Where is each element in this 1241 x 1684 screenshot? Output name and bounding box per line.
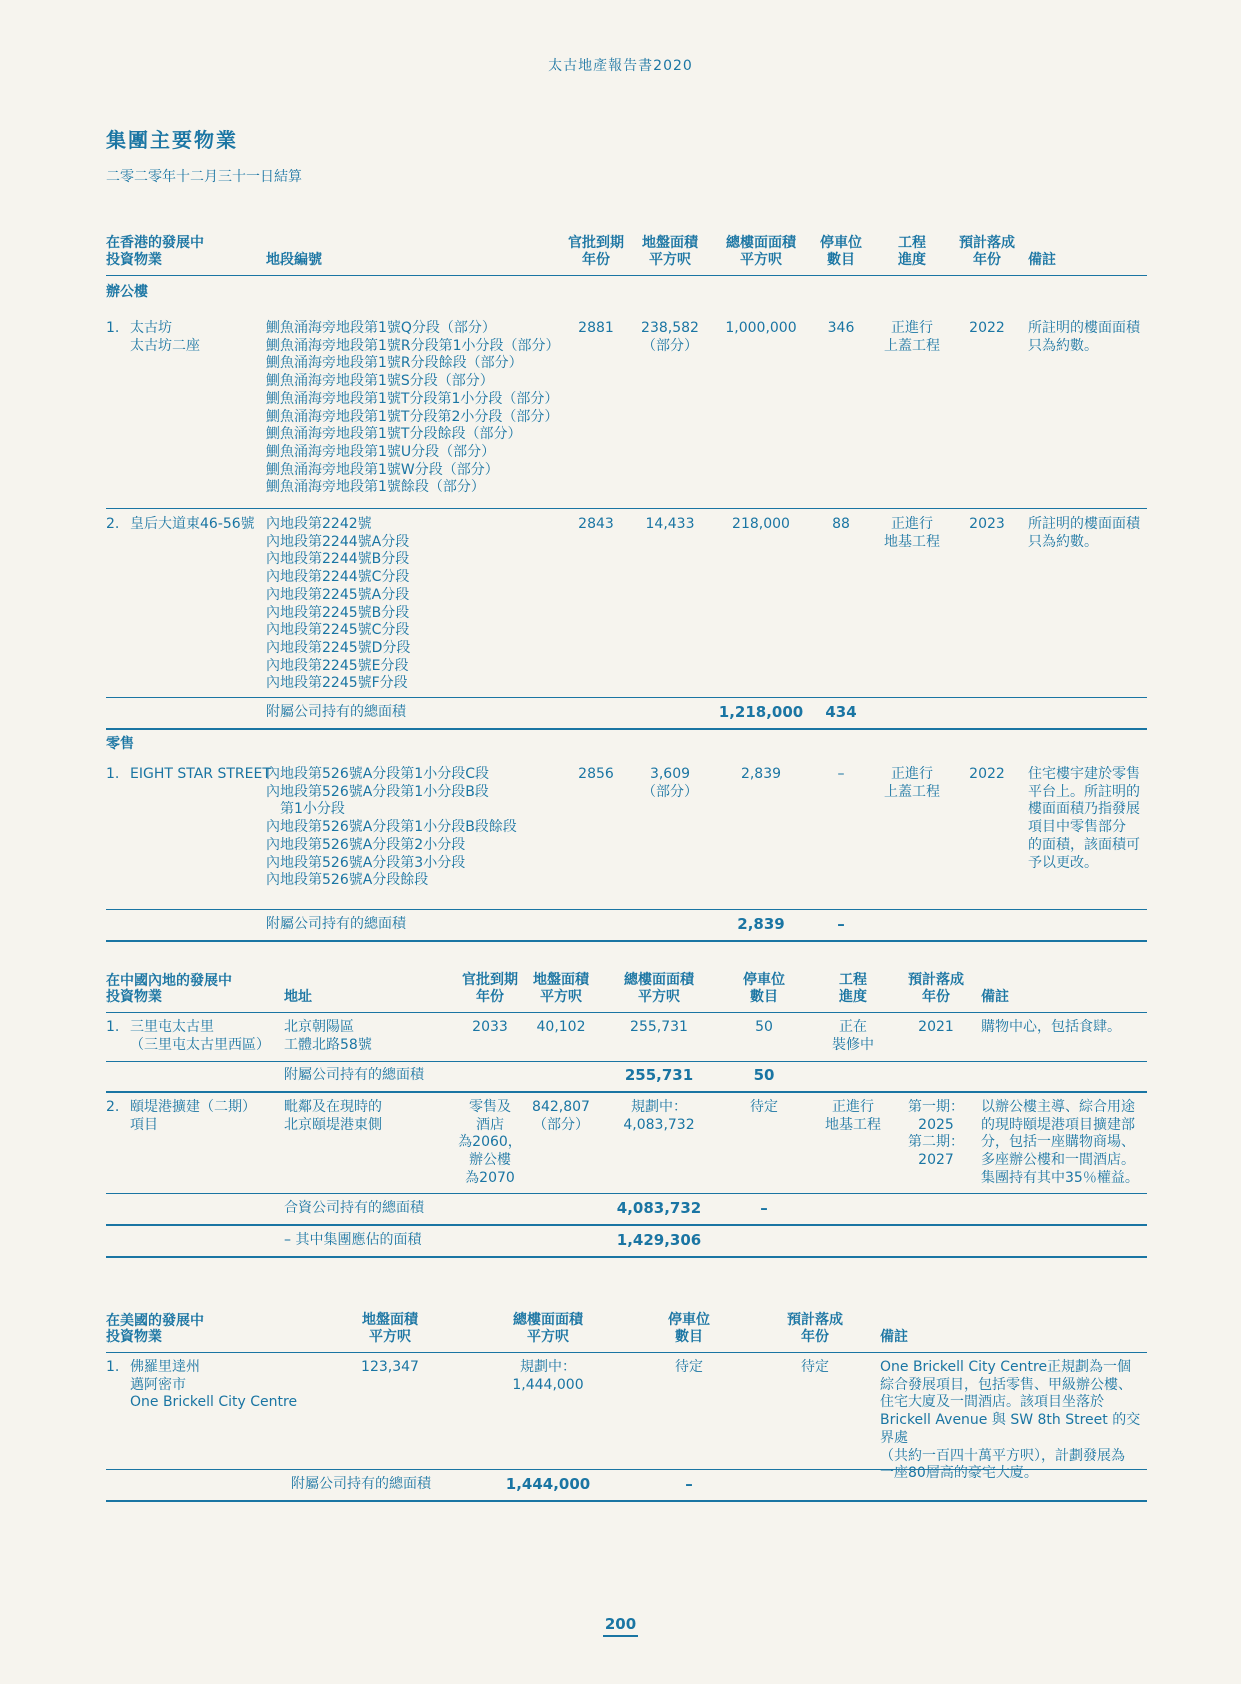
lot-list: 鰂魚涌海旁地段第1號Q分段（部分） 鰂魚涌海旁地段第1號R分段第1小分段（部分） 鰂魚涌海旁地段第1號R分段餘段（部分） 鰂魚涌海旁地段第1號S分段（部分） 鰂魚涌海旁地段第1號T分段第1小分段（部分） 鰂魚涌海旁地段第1號T分段第2小分段（部分） 鰂魚涌海旁地段第1號T分段餘段（部分） 鰂魚涌海旁地段第1號U分段（部分） 鰂魚涌海旁地段第1號W分段（部分） 鰂魚涌海旁地段第1號餘段（部分）	[266, 320, 560, 496]
property-name: 太古坊 太古坊二座	[130, 320, 200, 354]
address: 毗鄰及在現時的 北京頤堤港東側	[284, 1099, 382, 1133]
cn-total-row: 附屬公司持有的總面積 255,731 50	[106, 1062, 1147, 1093]
retail-category: 零售	[106, 736, 134, 752]
table-row: 1. EIGHT STAR STREET 內地段第526號A分段第1小分段C段 內地段第526號A分段第1小分段B段 第1小分段 內地段第526號A分段第1小分段B段餘段 內地段第526號A分段第2小分段 內地段第526號A分段第3小分段 內地段第526號A分段餘段 2856 3,609 （部分） 2,839 – 正進行 上蓋工程 2022 住宅樓宇建於零售 平台上。所註明的 樓面面積乃指發展 項目中零售部分 的面積，該面積可 予以更改。	[106, 760, 1147, 910]
page-subtitle: 二零二零年十二月三十一日結算	[106, 169, 302, 185]
hk-header-col1b: 投資物業	[106, 252, 162, 269]
hk-header-remarks: 備註	[1028, 252, 1056, 269]
jv-total-row: 合資公司持有的總面積 4,083,732 –	[106, 1194, 1147, 1226]
address: 北京朝陽區 工體北路58號	[284, 1019, 372, 1053]
property-name: EIGHT STAR STREET	[130, 766, 271, 782]
lot-list: 內地段第526號A分段第1小分段C段 內地段第526號A分段第1小分段B段 第1小分段 內地段第526號A分段第1小分段B段餘段 內地段第526號A分段第2小分段 內地段第526號A分段第3小分段 內地段第526號A分段餘段	[266, 766, 517, 889]
hk-header-stage: 工程 進度	[898, 234, 926, 269]
us-properties-table	[106, 1310, 1147, 1502]
page-number: 200	[0, 1615, 1241, 1633]
office-category: 辦公樓	[106, 284, 148, 300]
hk-header-car: 停車位 數目	[820, 234, 862, 269]
hk-header-lease: 官批到期 年份	[568, 234, 624, 269]
office-total-row: 附屬公司持有的總面積 1,218,000 434	[106, 698, 1147, 730]
hk-header-gfa: 總樓面面積 平方呎	[726, 234, 796, 269]
property-name: 皇后大道東46-56號	[130, 516, 255, 532]
hk-header-col1a: 在香港的發展中	[106, 235, 204, 251]
table-row: 2. 頤堤港擴建（二期） 項目 毗鄰及在現時的 北京頤堤港東側 零售及 酒店 為2060， 辦公樓 為2070 842,807 （部分） 規劃中： 4,083,732 待定 正進行 地基工程 第一期： 2025 第二期： 2027 以辦公樓主導、綜合用途 的現時頤堤港項目擴建部 分，包括一座購物商場、 多座辦公樓和一間酒店。 集團持有其中35％權益。	[106, 1093, 1147, 1194]
table-row: 2. 皇后大道東46-56號 內地段第2242號 內地段第2244號A分段 內地段第2244號B分段 內地段第2244號C分段 內地段第2245號A分段 內地段第2245號B分段 內地段第2245號C分段 內地段第2245號D分段 內地段第2245號E分段 內地段第2245號F分段 2843 14,433 218,000 88 正進行 地基工程 2023 所註明的樓面面積 只為約數。	[106, 509, 1147, 698]
cn-table-header: 在中國內地的發展中 投資物業 地址 官批到期 年份 地盤面積 平方呎 總樓面面積 平方呎 停車位 數目 工程 進度 預計落成 年份 備註	[106, 970, 1147, 1013]
lot-list: 內地段第2242號 內地段第2244號A分段 內地段第2244號B分段 內地段第2244號C分段 內地段第2245號A分段 內地段第2245號B分段 內地段第2245號C分段 內地段第2245號D分段 內地段第2245號E分段 內地段第2245號F分段	[266, 516, 411, 692]
hk-table-header	[106, 232, 1147, 276]
property-name: 頤堤港擴建（二期） 項目	[130, 1099, 256, 1133]
retail-total-row: 附屬公司持有的總面積 2,839 –	[106, 910, 1147, 942]
report-header: 太古地產報告書2020	[548, 58, 693, 74]
group-share-row: – 其中集團應佔的面積 1,429,306	[106, 1226, 1147, 1258]
page-title: 集團主要物業	[106, 128, 238, 152]
hk-header-lot: 地段編號	[266, 252, 322, 269]
table-row: 1. 太古坊 太古坊二座 鰂魚涌海旁地段第1號Q分段（部分） 鰂魚涌海旁地段第1號R分段第1小分段（部分） 鰂魚涌海旁地段第1號R分段餘段（部分） 鰂魚涌海旁地段第1號S分段（部分） 鰂魚涌海旁地段第1號T分段第1小分段（部分） 鰂魚涌海旁地段第1號T分段第2小分段（部分） 鰂魚涌海旁地段第1號T分段餘段（部分） 鰂魚涌海旁地段第1號U分段（部分） 鰂魚涌海旁地段第1號W分段（部分） 鰂魚涌海旁地段第1號餘段（部分） 2881 238,582 （部分） 1,000,000 346 正進行 上蓋工程 2022 所註明的樓面面積 只為約數。	[106, 318, 1147, 509]
hk-properties-table	[106, 232, 1147, 942]
property-name: 佛羅里達州 邁阿密市 One Brickell City Centre	[130, 1359, 298, 1411]
table-row: 1. 佛羅里達州 邁阿密市 One Brickell City Centre 123,347 規劃中： 1,444,000 待定 待定 One Brickell City Centre正規劃為一個 綜合發展項目，包括零售、甲級辦公樓、 住宅大廈及一間酒店。該項目坐落於 Brickell Avenue 與 SW 8th Street 的交界處 （共約一百四十萬平方呎），計劃發展為 一座80層高的豪宅大廈。	[106, 1353, 1147, 1470]
us-total-row: 附屬公司持有的總面積 1,444,000 –	[106, 1470, 1147, 1502]
cn-properties-table	[106, 970, 1147, 1258]
table-row: 1. 三里屯太古里 （三里屯太古里西區） 北京朝陽區 工體北路58號 2033 40,102 255,731 50 正在 裝修中 2021 購物中心，包括食肆。	[106, 1013, 1147, 1062]
us-table-header: 在美國的發展中 投資物業 地盤面積 平方呎 總樓面面積 平方呎 停車位 數目 預計落成 年份 備註	[106, 1310, 1147, 1353]
hk-header-completion: 預計落成 年份	[959, 234, 1015, 269]
hk-header-site: 地盤面積 平方呎	[642, 234, 698, 269]
property-name: 三里屯太古里 （三里屯太古里西區）	[130, 1019, 270, 1053]
